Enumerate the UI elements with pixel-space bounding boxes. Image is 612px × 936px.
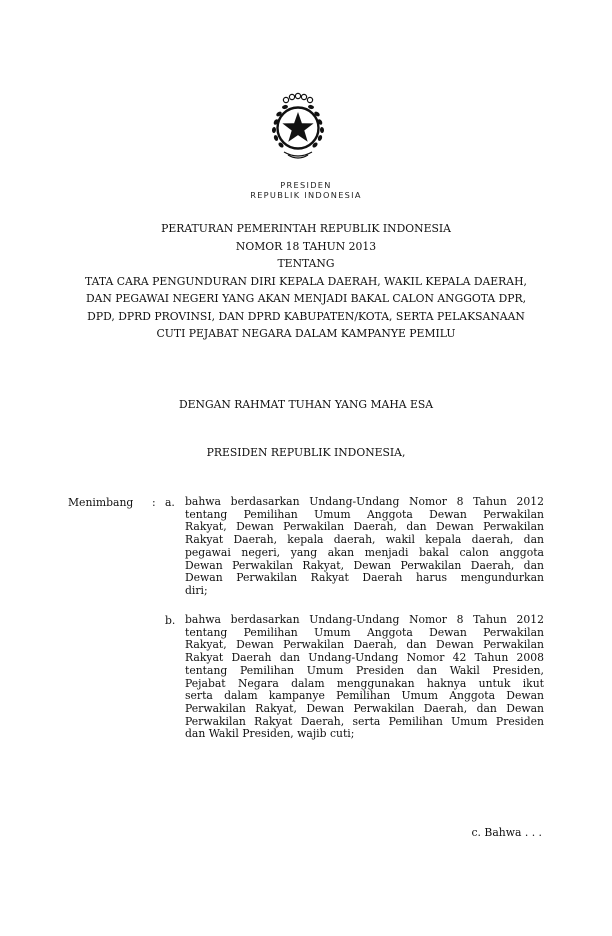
text-line: diri; [185, 583, 208, 597]
text-line: pegawai negeri, yang akan menjadi bakal calon anggota [185, 545, 544, 559]
subject-line: DAN PEGAWAI NEGERI YANG AKAN MENJADI BAKAL CALON ANGGOTA DPR, [85, 292, 527, 305]
subject-line: CUTI PEJABAT NEGARA DALAM KAMPANYE PEMILU [156, 327, 456, 340]
page-continuation: c. Bahwa . . . [471, 826, 542, 839]
text-line: dan Wakil Presiden, wajib cuti; [185, 727, 355, 741]
rahmat-invocation: DENGAN RAHMAT TUHAN YANG MAHA ESA [178, 398, 434, 411]
subject-line: TATA CARA PENGUNDURAN DIRI KEPALA DAERAH, WAKIL KEPALA DAERAH, [85, 274, 527, 288]
item-marker: b. [165, 614, 176, 627]
text-line: serta dalam kampanye Pemilihan Umum Anggota Dewan [185, 689, 544, 703]
presiden-line: PRESIDEN REPUBLIK INDONESIA, [206, 446, 406, 459]
regulation-type: PERATURAN PEMERINTAH REPUBLIK INDONESIA [161, 222, 451, 235]
text-line: Rakyat Daerah, kepala daerah, wakil kepala daerah, dan [185, 533, 544, 547]
text-line: Rakyat, Dewan Perwakilan Daerah, dan Dewan Perwakilan [185, 520, 544, 534]
tentang-label: TENTANG [277, 257, 335, 270]
text-line: Rakyat, Dewan Perwakilan Daerah, dan Dewan Perwakilan [185, 638, 544, 652]
text-line: Perwakilan Rakyat Daerah, serta Pemilihan Umum Presiden [185, 714, 544, 728]
item-text [185, 496, 544, 598]
text-line: tentang Pemilihan Umum Anggota Dewan Perwakilan [185, 507, 544, 521]
text-line: Pejabat Negara dalam menggunakan haknya untuk ikut [185, 676, 544, 690]
considering-colon: : [152, 496, 156, 509]
text-line: Perwakilan Rakyat, Dewan Perwakilan Daerah, dan Dewan [185, 701, 544, 715]
text-line: tentang Pemilihan Umum Presiden dan Wakil Presiden, [185, 663, 544, 677]
text-line: bahwa berdasarkan Undang-Undang Nomor 8 Tahun 2012 [185, 613, 544, 626]
text-line: tentang Pemilihan Umum Anggota Dewan Perwakilan [185, 625, 544, 639]
text-line: Dewan Perwakilan Rakyat Daerah harus mengundurkan [185, 571, 544, 585]
text-line: bahwa berdasarkan Undang-Undang Nomor 8 Tahun 2012 [185, 495, 544, 508]
garuda-star-emblem-icon [264, 92, 332, 162]
regulation-number: NOMOR 18 TAHUN 2013 [235, 239, 377, 253]
seal-line-presiden: PRESIDEN [280, 180, 332, 190]
seal-line-republik-indonesia: REPUBLIK INDONESIA [250, 190, 362, 200]
text-line: Dewan Perwakilan Rakyat, Dewan Perwakilan Daerah, dan [185, 558, 544, 572]
subject-line: DPD, DPRD PROVINSI, DAN DPRD KABUPATEN/KOTA, SERTA PELAKSANAAN [87, 309, 525, 323]
considering-label: Menimbang [68, 496, 134, 509]
item-marker: a. [165, 496, 175, 509]
item-text [185, 614, 544, 741]
document-heading [40, 220, 572, 343]
text-line: Rakyat Daerah dan Undang-Undang Nomor 42 Tahun 2008 [185, 651, 544, 665]
